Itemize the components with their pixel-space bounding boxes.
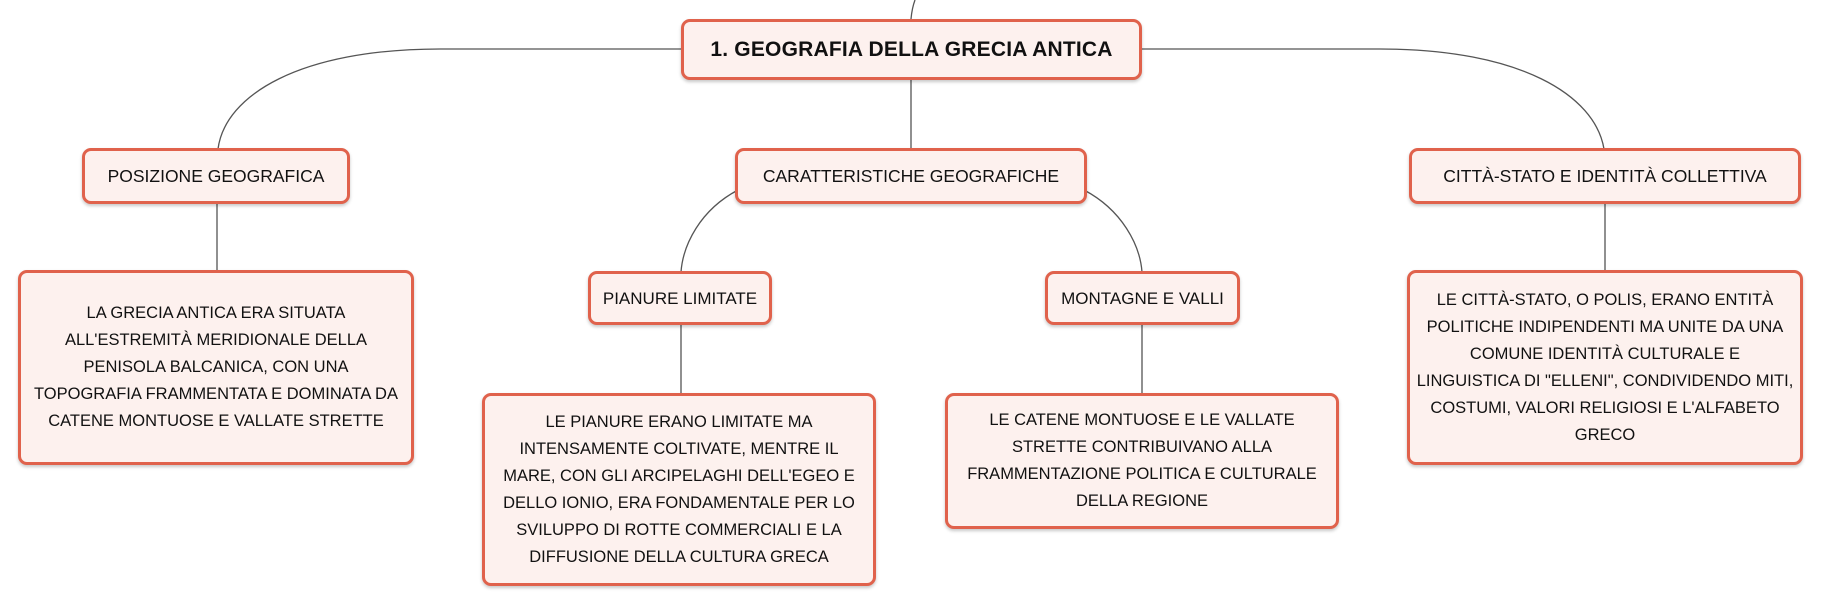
connector-parent-to-root <box>911 0 915 19</box>
topic-montagne-e-valli[interactable]: MONTAGNE E VALLI <box>1045 271 1240 325</box>
connector-root-to-posizione <box>218 49 683 149</box>
connector-caratteristiche-to-montagne <box>1084 190 1142 272</box>
connector-root-to-citta <box>1141 49 1604 149</box>
detail-citta-stato[interactable]: LE CITTÀ-STATO, O POLIS, ERANO ENTITÀ POLITICHE INDIPENDENTI MA UNITE DA UNA COMUNE IDENTITÀ CULTURALE E LINGUISTICA DI "ELLENI", CONDIVIDENDO MITI, COSTUMI, VALORI RELIGIOSI E L'ALFABETO GRECO <box>1407 270 1803 465</box>
connector-caratteristiche-to-pianure <box>681 190 738 272</box>
detail-pianure-limitate[interactable]: LE PIANURE ERANO LIMITATE MA INTENSAMENTE COLTIVATE, MENTRE IL MARE, CON GLI ARCIPELAGHI DELL'EGEO E DELLO IONIO, ERA FONDAMENTALE PER LO SVILUPPO DI ROTTE COMMERCIALI E LA DIFFUSIONE DELLA CULTURA GRECA <box>482 393 876 586</box>
topic-citta-stato[interactable]: CITTÀ-STATO E IDENTITÀ COLLETTIVA <box>1409 148 1801 204</box>
detail-montagne-e-valli[interactable]: LE CATENE MONTUOSE E LE VALLATE STRETTE CONTRIBUIVANO ALLA FRAMMENTAZIONE POLITICA E CULTURALE DELLA REGIONE <box>945 393 1339 529</box>
topic-caratteristiche-geografiche[interactable]: CARATTERISTICHE GEOGRAFICHE <box>735 148 1087 204</box>
topic-posizione-geografica[interactable]: POSIZIONE GEOGRAFICA <box>82 148 350 204</box>
topic-pianure-limitate[interactable]: PIANURE LIMITATE <box>588 271 772 325</box>
root-topic[interactable]: 1. GEOGRAFIA DELLA GRECIA ANTICA <box>681 19 1142 80</box>
detail-posizione-geografica[interactable]: LA GRECIA ANTICA ERA SITUATA ALL'ESTREMITÀ MERIDIONALE DELLA PENISOLA BALCANICA, CON UNA TOPOGRAFIA FRAMMENTATA E DOMINATA DA CATENE MONTUOSE E VALLATE STRETTE <box>18 270 414 465</box>
